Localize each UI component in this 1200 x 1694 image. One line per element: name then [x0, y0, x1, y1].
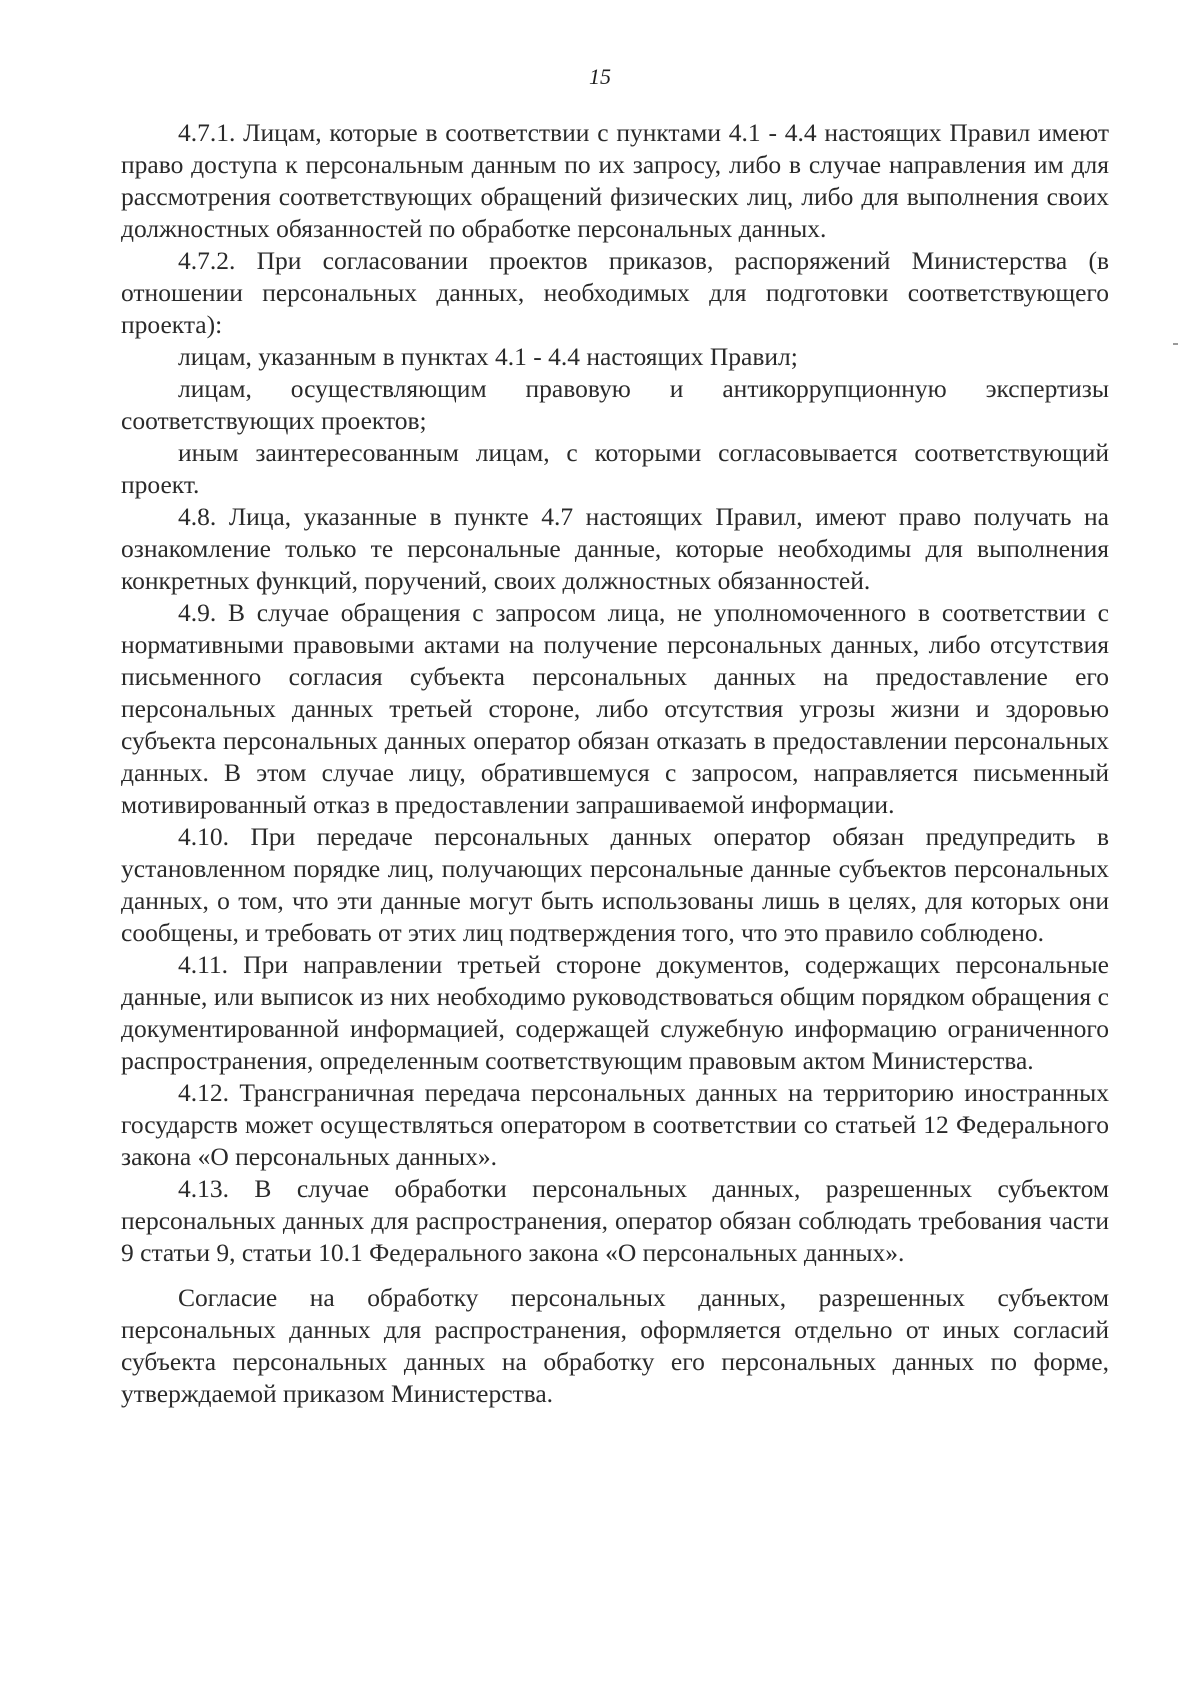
paragraph-consent: Согласие на обработку персональных данных, разрешенных субъектом персональных данных для распространения, оформляется отдельно от иных согласий субъекта персональных данных на обработку его персональных данных по форме, утверждаемой приказом Министерства. — [121, 1283, 1109, 1408]
paragraph-4-9: 4.9. В случае обращения с запросом лица, не уполномоченного в соответствии с нормативными правовыми актами на получение персональных данных, либо отсутствия письменного согласия субъекта персональных данных на предоставление его персональных данных третьей стороне, либо отсутствия угрозы жизни и здоровью субъекта персональных данных оператор обязан отказать в предоставлении персональных данных. В этом случае лицу, обратившемуся с запросом, направляется письменный мотивированный отказ в предоставлении запрашиваемой информации. — [121, 598, 1109, 819]
paragraph-4-7-2: 4.7.2. При согласовании проектов приказов, распоряжений Министерства (в отношении персональных данных, необходимых для подготовки соответствующего проекта): — [121, 246, 1109, 339]
list-item-rules-persons: лицам, указанным в пунктах 4.1 - 4.4 настоящих Правил; — [178, 342, 798, 371]
list-item-expertise-persons: лицам, осуществляющим правовую и антикоррупционную экспертизы соответствующих проектов; — [121, 374, 1109, 435]
paragraph-4-8: 4.8. Лица, указанные в пункте 4.7 настоящих Правил, имеют право получать на ознакомление только те персональные данные, которые необходимы для выполнения конкретных функций, поручений, своих должностных обязанностей. — [121, 502, 1109, 595]
paragraph-4-10: 4.10. При передаче персональных данных оператор обязан предупредить в установленном порядке лиц, получающих персональные данные субъектов персональных данных, о том, что эти данные могут быть использованы лишь в целях, для которых они сообщены, и требовать от этих лиц подтверждения того, что это правило соблюдено. — [121, 822, 1109, 947]
list-item-interested-persons: иным заинтересованным лицам, с которыми согласовывается соответствующий проект. — [121, 438, 1109, 499]
paragraph-4-12: 4.12. Трансграничная передача персональных данных на территорию иностранных государств может осуществляться оператором в соответствии со статьей 12 Федерального закона «О персональных данных». — [121, 1078, 1109, 1171]
paragraph-4-7-1: 4.7.1. Лицам, которые в соответствии с пунктами 4.1 - 4.4 настоящих Правил имеют право доступа к персональным данным по их запросу, либо в случае направления им для рассмотрения соответствующих обращений физических лиц, либо для выполнения своих должностных обязанностей по обработке персональных данных. — [121, 118, 1109, 243]
document-body — [121, 117, 1109, 1410]
paragraph-4-11: 4.11. При направлении третьей стороне документов, содержащих персональные данные, или выписок из них необходимо руководствоваться общим порядком обращения с документированной информацией, содержащей служебную информацию ограниченного распространения, определенным соответствующим правовым актом Министерства. — [121, 950, 1109, 1075]
scan-mark — [1173, 343, 1178, 345]
page-number: 15 — [589, 64, 611, 89]
paragraph-4-13: 4.13. В случае обработки персональных данных, разрешенных субъектом персональных данных для распространения, оператор обязан соблюдать требования части 9 статьи 9, статьи 10.1 Федерального закона «О персональных данных». — [121, 1174, 1109, 1267]
